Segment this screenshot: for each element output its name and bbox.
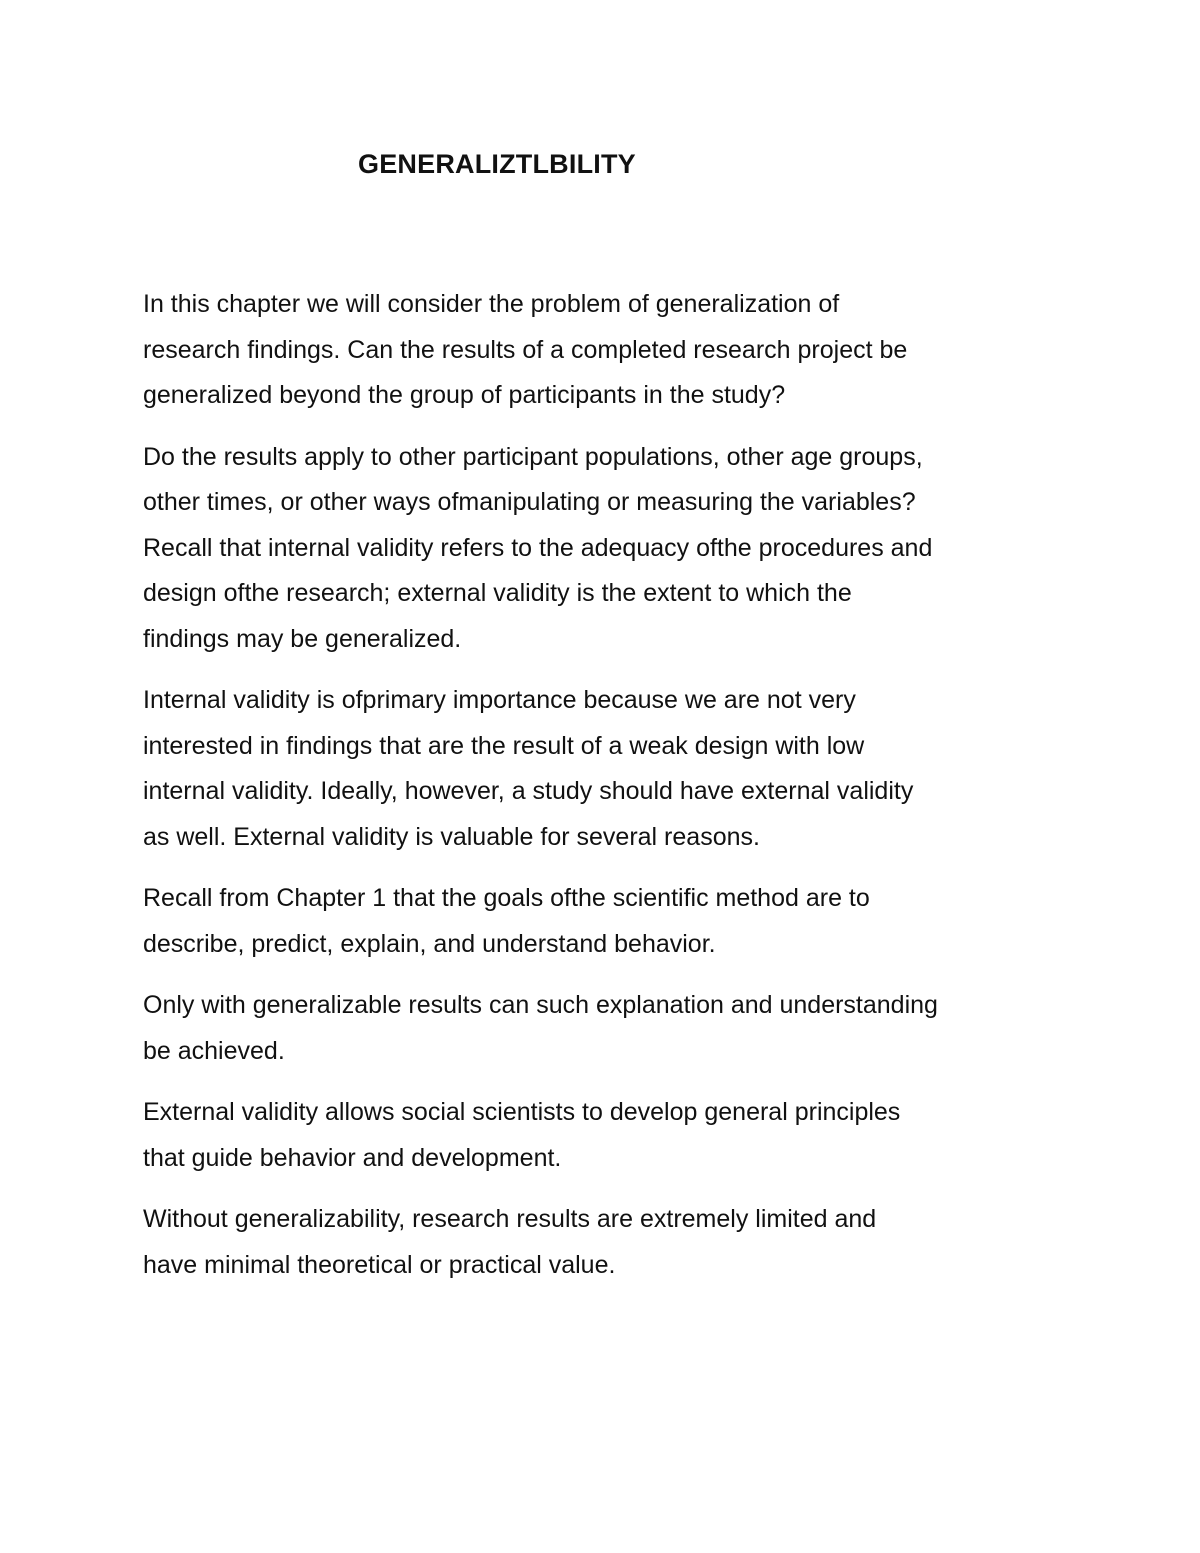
text-line: External validity allows social scientists to develop general principles [143, 1098, 901, 1126]
text-line: Without generalizability, research results are extremely limited and [143, 1205, 877, 1233]
text-line: In this chapter we will consider the problem of generalization of [143, 290, 840, 318]
text-line: Internal validity is ofprimary importance because we are not very [143, 686, 856, 714]
text-line: be achieved. [143, 1036, 285, 1065]
text-line: Only with generalizable results can such explanation and understanding [143, 991, 938, 1019]
text-line: internal validity. Ideally, however, a study should have external validity [143, 777, 914, 805]
paragraph-4 [143, 876, 1073, 967]
text-line: describe, predict, explain, and understand behavior. [143, 929, 716, 958]
text-line: Do the results apply to other participant populations, other age groups, [143, 442, 923, 471]
text-line: Recall that internal validity refers to the adequacy ofthe procedures and [143, 533, 933, 562]
text-line: findings may be generalized. [143, 624, 462, 653]
text-line: design ofthe research; external validity is the extent to which the [143, 579, 852, 607]
paragraph-3 [143, 678, 1073, 860]
paragraph-7 [143, 1197, 1073, 1288]
paragraph-6 [143, 1090, 1073, 1181]
text-line: interested in findings that are the result of a weak design with low [143, 731, 865, 760]
paragraph-5 [143, 983, 1073, 1074]
paragraph-1 [143, 282, 1073, 419]
text-line: research findings. Can the results of a completed research project be [143, 335, 908, 364]
paragraph-2 [143, 435, 1073, 663]
text-line: have minimal theoretical or practical value. [143, 1250, 616, 1279]
text-line: Recall from Chapter 1 that the goals ofthe scientific method are to [143, 884, 870, 912]
document-title: GENERALIZTLBILITY [358, 149, 636, 179]
document-body [143, 282, 1073, 1304]
text-line: other times, or other ways ofmanipulating or measuring the variables? [143, 488, 916, 516]
text-line: as well. External validity is valuable for several reasons. [143, 822, 760, 851]
text-line: generalized beyond the group of participants in the study? [143, 381, 786, 409]
text-line: that guide behavior and development. [143, 1143, 562, 1172]
